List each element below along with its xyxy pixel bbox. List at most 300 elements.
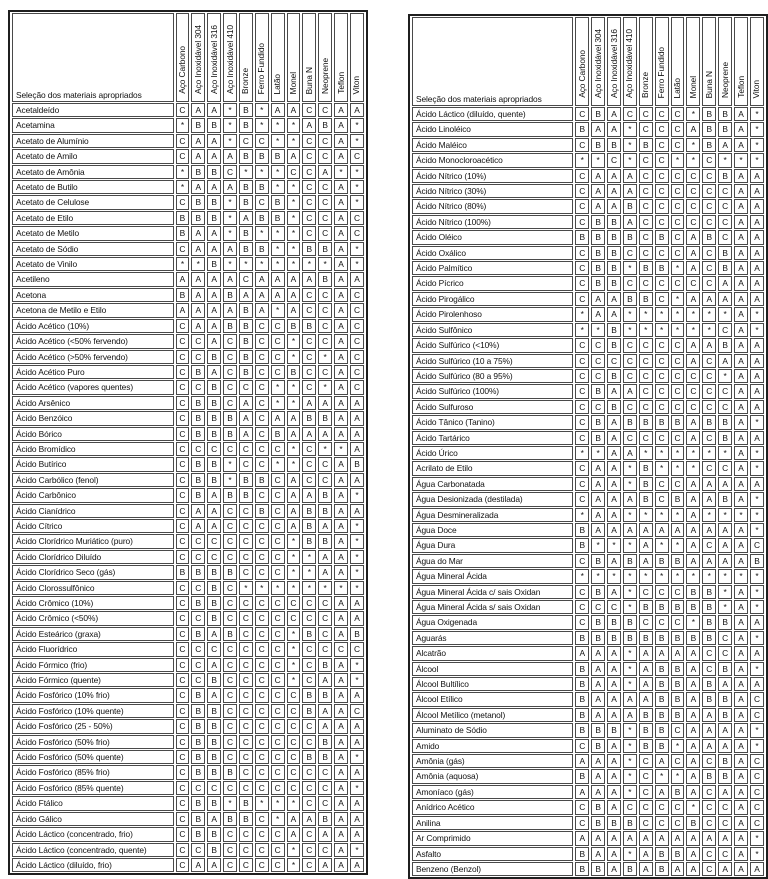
rating-cell: * <box>671 261 685 275</box>
selection-header: Seleção dos materiais apropriados <box>412 17 573 106</box>
table-row <box>12 442 364 456</box>
rating-cell: A <box>334 257 348 271</box>
chemical-name: Ácido Benzóico <box>12 411 174 425</box>
rating-cell: C <box>255 627 269 641</box>
material-column-header <box>623 17 637 106</box>
table-row <box>412 446 764 460</box>
rating-cell: C <box>702 400 716 414</box>
rating-cell: * <box>350 673 364 687</box>
rating-cell: A <box>591 292 605 306</box>
rating-cell: C <box>639 431 653 445</box>
rating-cell: A <box>734 554 748 568</box>
rating-cell: A <box>686 646 700 660</box>
rating-cell: A <box>255 303 269 317</box>
table-row <box>12 673 364 687</box>
rating-cell: A <box>702 477 716 491</box>
rating-cell: A <box>718 538 732 552</box>
rating-cell: C <box>271 719 285 733</box>
rating-cell: C <box>671 400 685 414</box>
rating-cell: A <box>702 554 716 568</box>
rating-cell: C <box>575 600 589 614</box>
table-row <box>12 396 364 410</box>
rating-cell: B <box>671 600 685 614</box>
chemical-name: Ácido Nítrico (80%) <box>412 199 573 213</box>
rating-cell: C <box>639 122 653 136</box>
rating-cell: C <box>191 334 205 348</box>
rating-cell: * <box>655 569 669 583</box>
rating-cell: B <box>302 411 316 425</box>
rating-cell: * <box>223 473 237 487</box>
rating-cell: A <box>239 427 253 441</box>
rating-cell: B <box>207 118 221 132</box>
rating-cell: B <box>591 215 605 229</box>
rating-cell: B <box>318 118 332 132</box>
rating-cell: * <box>623 769 637 783</box>
rating-cell: C <box>255 735 269 749</box>
rating-cell: * <box>350 180 364 194</box>
chemical-name: Ácido Fórmico (quente) <box>12 673 174 687</box>
rating-cell: C <box>718 199 732 213</box>
rating-cell: B <box>302 534 316 548</box>
chemical-name: Ácido Cítrico <box>12 519 174 533</box>
table-row <box>412 769 764 783</box>
rating-cell: B <box>591 631 605 645</box>
table-row <box>412 246 764 260</box>
rating-cell: * <box>671 446 685 460</box>
rating-cell: * <box>350 165 364 179</box>
rating-cell: A <box>176 272 190 286</box>
table-row <box>12 611 364 625</box>
rating-cell: C <box>671 122 685 136</box>
rating-cell: B <box>591 431 605 445</box>
rating-cell: B <box>350 627 364 641</box>
rating-cell: * <box>750 585 764 599</box>
rating-cell: A <box>350 272 364 286</box>
rating-cell: C <box>255 596 269 610</box>
rating-cell: A <box>607 708 621 722</box>
rating-cell: A <box>591 461 605 475</box>
rating-cell: C <box>686 184 700 198</box>
rating-cell: A <box>255 288 269 302</box>
rating-cell: B <box>318 688 332 702</box>
rating-cell: * <box>302 550 316 564</box>
rating-cell: A <box>607 415 621 429</box>
rating-cell: C <box>302 288 316 302</box>
rating-cell: * <box>671 739 685 753</box>
rating-cell: B <box>639 708 653 722</box>
rating-cell: * <box>287 195 301 209</box>
table-row <box>12 827 364 841</box>
rating-cell: C <box>318 211 332 225</box>
rating-cell: A <box>334 211 348 225</box>
rating-cell: C <box>287 719 301 733</box>
rating-cell: A <box>191 226 205 240</box>
rating-cell: B <box>655 739 669 753</box>
rating-cell: B <box>191 427 205 441</box>
rating-cell: C <box>639 338 653 352</box>
chemical-name: Aguarás <box>412 631 573 645</box>
rating-cell: C <box>575 585 589 599</box>
rating-cell: C <box>302 134 316 148</box>
chemical-name: Ácido Tânico (Tanino) <box>412 415 573 429</box>
rating-cell: A <box>750 276 764 290</box>
rating-cell: * <box>686 446 700 460</box>
rating-cell: A <box>191 288 205 302</box>
rating-cell: A <box>334 288 348 302</box>
rating-cell: C <box>318 303 332 317</box>
rating-cell: C <box>623 431 637 445</box>
rating-cell: B <box>591 800 605 814</box>
rating-cell: A <box>302 396 316 410</box>
rating-cell: A <box>607 785 621 799</box>
rating-cell: A <box>302 488 316 502</box>
chemical-name: Água Dura <box>412 538 573 552</box>
rating-cell: C <box>655 816 669 830</box>
rating-cell: C <box>176 534 190 548</box>
rating-cell: C <box>350 380 364 394</box>
rating-cell: A <box>287 272 301 286</box>
rating-cell: B <box>223 488 237 502</box>
rating-cell: C <box>176 550 190 564</box>
table-row <box>12 688 364 702</box>
rating-cell: * <box>623 646 637 660</box>
rating-cell: A <box>207 226 221 240</box>
rating-cell: B <box>318 750 332 764</box>
rating-cell: C <box>255 365 269 379</box>
rating-cell: * <box>718 508 732 522</box>
rating-cell: A <box>686 739 700 753</box>
rating-cell: A <box>686 847 700 861</box>
rating-cell: B <box>575 523 589 537</box>
rating-cell: A <box>623 708 637 722</box>
material-column-header <box>702 17 716 106</box>
rating-cell: A <box>639 538 653 552</box>
rating-cell: A <box>686 677 700 691</box>
rating-cell: B <box>255 211 269 225</box>
chemical-name: Ácido Cianídrico <box>12 504 174 518</box>
rating-cell: A <box>734 384 748 398</box>
rating-cell: * <box>318 442 332 456</box>
rating-cell: B <box>318 504 332 518</box>
material-column-header <box>639 17 653 106</box>
table-row <box>412 862 764 876</box>
rating-cell: * <box>623 508 637 522</box>
rating-cell: B <box>591 862 605 876</box>
rating-cell: A <box>750 215 764 229</box>
rating-cell: C <box>575 184 589 198</box>
rating-cell: C <box>255 843 269 857</box>
chemical-name: Anilina <box>412 816 573 830</box>
chemical-name: Alcatrão <box>412 646 573 660</box>
rating-cell: C <box>302 226 316 240</box>
rating-cell: B <box>655 230 669 244</box>
table-row <box>412 354 764 368</box>
rating-cell: B <box>223 411 237 425</box>
rating-cell: C <box>655 184 669 198</box>
chemical-name: Ácido Esteárico (graxa) <box>12 627 174 641</box>
rating-cell: C <box>239 380 253 394</box>
rating-cell: C <box>302 195 316 209</box>
rating-cell: C <box>718 816 732 830</box>
rating-cell: C <box>207 534 221 548</box>
rating-cell: A <box>734 246 748 260</box>
rating-cell: A <box>718 831 732 845</box>
material-column-label: Ferro Fundido <box>656 46 667 98</box>
rating-cell: B <box>718 662 732 676</box>
table-row <box>412 692 764 706</box>
table-row <box>412 677 764 691</box>
rating-cell: A <box>607 492 621 506</box>
rating-cell: C <box>702 246 716 260</box>
rating-cell: A <box>734 739 748 753</box>
material-column-label: Buna N <box>703 70 714 98</box>
rating-cell: * <box>702 508 716 522</box>
rating-cell: * <box>271 134 285 148</box>
rating-cell: B <box>591 585 605 599</box>
rating-cell: C <box>255 350 269 364</box>
rating-cell: * <box>686 307 700 321</box>
chemical-name: Ácido Acético Puro <box>12 365 174 379</box>
rating-cell: C <box>655 384 669 398</box>
rating-cell: C <box>176 334 190 348</box>
rating-cell: A <box>334 350 348 364</box>
rating-cell: * <box>575 153 589 167</box>
table-row <box>12 750 364 764</box>
rating-cell: A <box>287 411 301 425</box>
table-row <box>412 646 764 660</box>
rating-cell: C <box>239 688 253 702</box>
chemical-name: Ácido Carbólico (fenol) <box>12 473 174 487</box>
rating-cell: * <box>750 600 764 614</box>
rating-cell: C <box>223 843 237 857</box>
rating-cell: A <box>639 677 653 691</box>
rating-cell: C <box>255 781 269 795</box>
rating-cell: A <box>734 307 748 321</box>
rating-cell: B <box>639 492 653 506</box>
rating-cell: A <box>639 692 653 706</box>
rating-cell: A <box>207 658 221 672</box>
rating-cell: * <box>702 446 716 460</box>
rating-cell: A <box>207 134 221 148</box>
rating-cell: * <box>255 581 269 595</box>
rating-cell: B <box>607 369 621 383</box>
rating-cell: B <box>718 615 732 629</box>
rating-cell: C <box>639 400 653 414</box>
rating-cell: * <box>223 103 237 117</box>
rating-cell: A <box>334 272 348 286</box>
rating-cell: A <box>607 554 621 568</box>
rating-cell: A <box>318 673 332 687</box>
chemical-name: Ácido Láctico (concentrado, quente) <box>12 843 174 857</box>
table-row <box>412 554 764 568</box>
rating-cell: C <box>255 688 269 702</box>
rating-cell: B <box>718 492 732 506</box>
rating-cell: C <box>255 442 269 456</box>
rating-cell: C <box>575 369 589 383</box>
rating-cell: * <box>686 569 700 583</box>
rating-cell: A <box>623 492 637 506</box>
rating-cell: A <box>591 847 605 861</box>
rating-cell: C <box>302 334 316 348</box>
table-row <box>12 596 364 610</box>
rating-cell: A <box>223 272 237 286</box>
table-row <box>412 199 764 213</box>
rating-cell: C <box>639 246 653 260</box>
rating-cell: A <box>734 492 748 506</box>
rating-cell: B <box>671 415 685 429</box>
rating-cell: A <box>334 427 348 441</box>
rating-cell: * <box>271 180 285 194</box>
rating-cell: C <box>591 338 605 352</box>
rating-cell: C <box>223 596 237 610</box>
rating-cell: C <box>575 615 589 629</box>
rating-cell: A <box>334 103 348 117</box>
rating-cell: C <box>176 519 190 533</box>
rating-cell: C <box>702 754 716 768</box>
rating-cell: * <box>718 446 732 460</box>
rating-cell: B <box>271 427 285 441</box>
rating-cell: C <box>575 169 589 183</box>
rating-cell: * <box>223 457 237 471</box>
rating-cell: * <box>350 843 364 857</box>
rating-cell: * <box>750 307 764 321</box>
rating-cell: A <box>207 103 221 117</box>
rating-cell: A <box>734 646 748 660</box>
rating-cell: A <box>191 180 205 194</box>
rating-cell: B <box>239 812 253 826</box>
rating-cell: A <box>334 134 348 148</box>
rating-cell: C <box>287 704 301 718</box>
rating-cell: * <box>223 211 237 225</box>
header-row <box>12 13 364 102</box>
rating-cell: B <box>655 600 669 614</box>
rating-cell: C <box>575 554 589 568</box>
rating-cell: * <box>702 307 716 321</box>
rating-cell: C <box>655 400 669 414</box>
rating-cell: A <box>318 719 332 733</box>
table-row <box>12 642 364 656</box>
rating-cell: B <box>639 415 653 429</box>
rating-cell: C <box>287 765 301 779</box>
rating-cell: C <box>655 354 669 368</box>
chemical-name: Ácido Fosfórico (85% frio) <box>12 765 174 779</box>
rating-cell: A <box>191 149 205 163</box>
rating-cell: B <box>207 704 221 718</box>
rating-cell: * <box>350 257 364 271</box>
rating-cell: B <box>718 122 732 136</box>
rating-cell: B <box>318 658 332 672</box>
rating-cell: C <box>639 369 653 383</box>
rating-cell: B <box>686 816 700 830</box>
rating-cell: C <box>271 735 285 749</box>
rating-cell: C <box>350 303 364 317</box>
rating-cell: * <box>287 858 301 872</box>
rating-cell: C <box>671 338 685 352</box>
chemical-name: Ácido Acético (<50% fervendo) <box>12 334 174 348</box>
material-column-header <box>686 17 700 106</box>
chemical-name: Álcool <box>412 662 573 676</box>
rating-cell: B <box>655 708 669 722</box>
rating-cell: A <box>271 411 285 425</box>
chemical-name: Água do Mar <box>412 554 573 568</box>
rating-cell: C <box>223 504 237 518</box>
rating-cell: B <box>671 785 685 799</box>
rating-cell: B <box>655 862 669 876</box>
table-row <box>12 195 364 209</box>
rating-cell: C <box>639 816 653 830</box>
rating-cell: C <box>639 169 653 183</box>
rating-cell: A <box>686 415 700 429</box>
rating-cell: A <box>334 673 348 687</box>
rating-cell: B <box>176 226 190 240</box>
table-row <box>12 550 364 564</box>
rating-cell: C <box>302 180 316 194</box>
rating-cell: B <box>239 473 253 487</box>
rating-cell: * <box>750 415 764 429</box>
rating-cell: B <box>702 631 716 645</box>
rating-cell: C <box>302 473 316 487</box>
rating-cell: B <box>655 847 669 861</box>
rating-cell: B <box>207 581 221 595</box>
rating-cell: B <box>302 519 316 533</box>
rating-cell: C <box>671 354 685 368</box>
rating-cell: B <box>591 138 605 152</box>
rating-cell: A <box>686 523 700 537</box>
material-column-header <box>176 13 190 102</box>
table-row <box>412 230 764 244</box>
rating-cell: * <box>271 457 285 471</box>
rating-cell: A <box>302 427 316 441</box>
rating-cell: * <box>750 122 764 136</box>
rating-cell: A <box>575 646 589 660</box>
rating-cell: * <box>750 631 764 645</box>
rating-cell: B <box>207 827 221 841</box>
rating-cell: C <box>223 750 237 764</box>
material-column-label: Teflon <box>335 72 346 94</box>
chemical-name: Ácido Fosfórico (10% frio) <box>12 688 174 702</box>
rating-cell: C <box>255 812 269 826</box>
rating-cell: * <box>750 492 764 506</box>
chemical-name: Ácido Tartárico <box>412 431 573 445</box>
rating-cell: B <box>302 504 316 518</box>
rating-cell: C <box>302 843 316 857</box>
rating-cell: B <box>207 596 221 610</box>
rating-cell: A <box>750 646 764 660</box>
rating-cell: * <box>686 107 700 121</box>
rating-cell: C <box>271 704 285 718</box>
rating-cell: C <box>255 519 269 533</box>
rating-cell: C <box>718 847 732 861</box>
rating-cell: C <box>302 350 316 364</box>
rating-cell: A <box>702 708 716 722</box>
rating-cell: A <box>607 739 621 753</box>
rating-cell: * <box>239 257 253 271</box>
rating-cell: B <box>318 272 332 286</box>
rating-cell: C <box>350 350 364 364</box>
rating-cell: C <box>702 431 716 445</box>
rating-cell: C <box>655 107 669 121</box>
rating-cell: A <box>287 103 301 117</box>
rating-cell: C <box>239 550 253 564</box>
rating-cell: A <box>702 292 716 306</box>
rating-cell: A <box>591 199 605 213</box>
rating-cell: B <box>623 230 637 244</box>
rating-cell: C <box>318 596 332 610</box>
table-row <box>412 138 764 152</box>
chemical-name: Acrilato de Etilo <box>412 461 573 475</box>
rating-cell: A <box>207 858 221 872</box>
rating-cell: * <box>287 226 301 240</box>
